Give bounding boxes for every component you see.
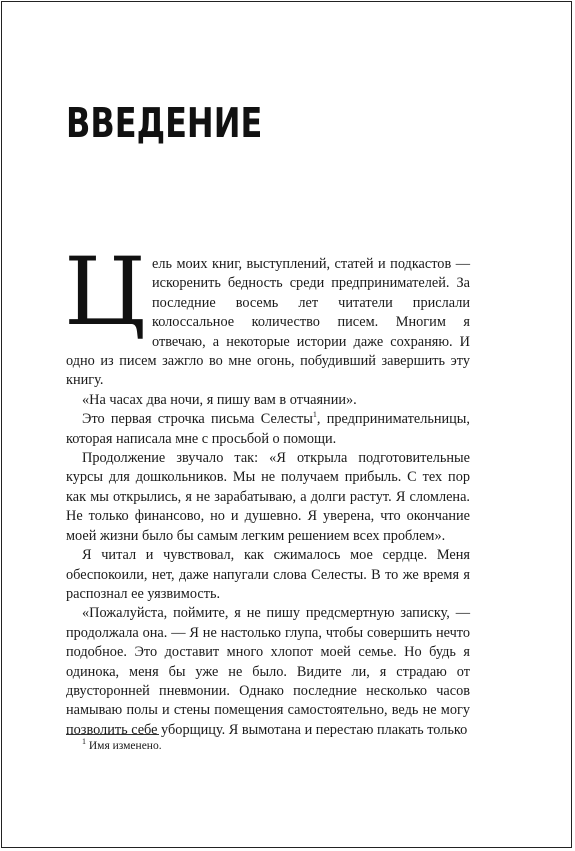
paragraph-6: «Пожалуйста, поймите, я не пишу предсмертную записку, — продолжала она. — Я не настолько глупа, чтобы совершить нечто подобное. Это доставит много хлопот моей семье. Но будь я одинока, меня бы уже не было. Видите ли, я страдаю от двусторонней пневмонии. Однако последние несколько часов намываю полы и стены помещения самостоятельно, ведь не могу позволить себе уборщицу. Я вымотана и перестаю плакать только [66,605,470,738]
chapter-title: ВВЕДЕНИЕ [66,99,263,147]
footnote-reference: 1 [312,410,317,420]
paragraph-3-rest: , предпринимательницы, которая написала мне с просьбой о помощи. [66,411,470,447]
drop-cap: Ц [64,238,146,347]
paragraph-5: Я читал и чувствовал, как сжималось мое сердце. Меня обеспокоили, нет, даже напугали слова Селесты. В то же время я распознал ее уязвимость. [66,547,470,602]
paragraph-1-text: ель моих книг, выступлений, статей и подкастов — искоренить бедность среди предпринимателей. За последние восемь лет читатели прислали колоссальное количество писем. Многим я отвечаю, а некоторые истории даже сохраняю. И одно из писем зажгло во мне огонь, побудивший завершить эту книгу. [66,256,470,389]
paragraph-3-text: Это первая строчка письма Селесты [82,411,313,428]
paragraph-3 [66,410,470,449]
paragraph-2: «На часах два ночи, я пишу вам в отчаянии». [82,391,357,408]
footnote-text: Имя изменено. [88,740,162,752]
paragraph-1 [64,238,470,391]
footnote-marker: 1 [82,737,86,747]
footnote [82,739,162,753]
paragraph-4: Продолжение звучало так: «Я открыла подготовительные курсы для дошкольников. Мы не получаем прибыль. С тех пор как мы открылись, я не зарабатываю, а долги растут. Я сломлена. Не только финансово, но и душевно. Я уверена, что окончание моей жизни было бы самым легким решением всех проблем». [66,450,470,544]
body-text [64,238,470,740]
footnote-divider [66,734,159,735]
